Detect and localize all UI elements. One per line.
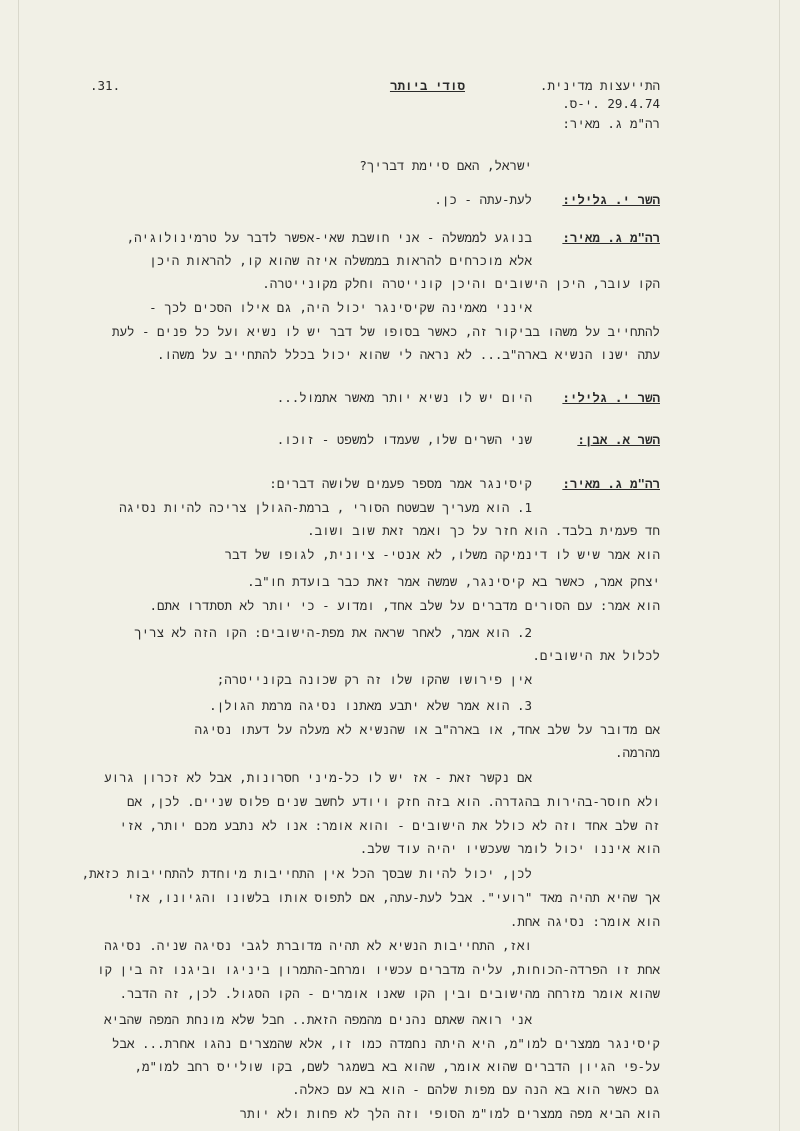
text-line: 3. הוא אמר שלא יתבע מאתנו נסיגה מרמת הגולן. [209,698,532,713]
speaker-label: השר י. גלילי: [562,192,660,207]
text-line: זה שלב אחד וזה לא כולל את הישובים - והוא אומר: אנו לא נתבע מכם יותר, אזי [119,818,660,833]
text-line: ולא חוסר-בהירות בהגדרה. הוא בזה חזק ויודע לחשב שנים פלוס שניים. לכן, אם [127,794,660,809]
text-line: הוא איננו יכול לומר שעכשיו יהיה עוד שלב. [359,841,660,856]
text-line: מהרמה. [614,745,660,760]
classification-stamp: סודי ביותר [389,78,465,93]
text-line: בנוגע לממשלה - אני חושבת שאי-אפשר לדבר על טרמינולוגיה, [126,230,532,245]
text-line: יצחק אמר, כאשר בא קיסינגר, שמשה אמר זאת כבר בועדת חו"ב. [247,574,660,589]
org-title: התייעצות מדינית. [539,78,660,93]
text-line: שהוא אומר מזרחה מהישובים ובין הקו שאנו אומרים - הקו הסגול. לכן, זה הדבר. [119,986,660,1001]
text-line: הוא הביא מפה ממצרים למו"מ הסופי וזה הלך לא פחות ולא יותר [239,1106,660,1121]
text-line: אני רואה שאתם נהנים מהמפה הזאת.. חבל שלא מונחת המפה שהביא [104,1012,532,1027]
speaker-label: השר י. גלילי: [562,390,660,405]
text-line: ואז, התחייבות הנשיא לא תהיה מדוברת לגבי נסיגה שניה. נסיגה [104,938,532,953]
text-line: קיסינגר אמר מספר פעמים שלושה דברים: [269,476,532,491]
text-line: לכן, יכול להיות שבסך הכל אין התחייבות מיוחדת להתחייבות כזאת, [81,866,532,881]
text-line: אם נקשר זאת - אז יש לו כל-מיני חסרונות, אבל לא זכרון גרוע [104,770,532,785]
page-number: .31. [90,78,121,93]
speaker-label: רה"מ ג. מאיר: [562,116,660,131]
text-line: קיסינגר ממצרים למו"מ, היא היתה נחמדה כמו זו, אלא שהמצרים נהגו אחרת... אבל [111,1036,660,1051]
text-line: אחת זו הפרדה-הכוחות, עליה מדברים עכשיו ומרחב-התמרון ביניגו וביגנו זה בין קו [97,962,660,977]
speaker-label: רה"מ ג. מאיר: [562,476,660,491]
text-line: גם כאשר הוא בא הנה עם מפות שלהם - הוא בא עם כאלה. [292,1082,660,1097]
document-date: 29.4.74 .י-ס. [562,96,660,111]
text-line: על-פי הגיון הדברים שהוא אומר, שהוא בא בשמגר לשם, בקו שולייס רחב למו"מ, [134,1059,660,1074]
text-line: ישראל, האם סיימת דבריך? [359,158,532,173]
text-line: הוא אמר: עם הסורים מדברים על שלב אחד, ומדוע - כי יותר לא תסתדרו אתם. [149,598,660,613]
text-line: אינני מאמינה שקיסינגר יכול היה, גם אילו הסכים לכך - [149,300,532,315]
text-line: שני השרים שלו, שעמדו למשפט - זוכו. [276,432,532,447]
text-line: עתה ישנו הנשיא בארה"ב... לא נראה לי שהוא יכול בכלל להתחייב על משהו. [157,347,660,362]
speaker-label: השר א. אבן: [577,432,660,447]
text-line: אם מדובר על שלב אחד, או בארה"ב או שהנשיא לא מעלה על דעתו נסיגה [194,722,660,737]
text-line: הקו עובר, היכן הישובים והיכן קונייטרה וחלק מקונייטרה. [262,276,660,291]
text-line: חד פעמית בלבד. הוא חזר על כך ואמר זאת שוב ושוב. [307,523,660,538]
speaker-label: רה"מ ג. מאיר: [562,230,660,245]
text-line: אין פירושו שהקו שלו זה רק שכונה בקונייטרה; [216,672,532,687]
text-line: 2. הוא אמר, לאחר שראה את מפת-הישובים: הקו הזה לא צריך [134,625,532,640]
text-line: להתחייב על משהו בביקור זה, כאשר בסופו של דבר יש לו נשיא ועל כל פנים - לעת [111,324,660,339]
text-line: הוא אמר שיש לו דינמיקה משלו, לא אנטי- ציונית, לגופו של דבר [224,547,660,562]
text-line: לכלול את הישובים. [532,648,660,663]
text-line: אלא מוכרחים להראות בממשלה איזה שהוא קו, להראות היכן [149,253,532,268]
text-line: אך שהיא תהיה מאד "רועי". אבל לעת-עתה, אם לתפוס אותו בלשונו והגיונו, אזי [126,890,660,905]
text-line: היום יש לו נשיא יותר מאשר אתמול... [276,390,532,405]
text-line: 1. הוא מעריך שבשטח הסורי , ברמת-הגולן צריכה להיות נסיגה [119,500,532,515]
text-line: הוא אומר: נסיגה אחת. [509,914,660,929]
text-line: לעת-עתה - כן. [434,192,532,207]
